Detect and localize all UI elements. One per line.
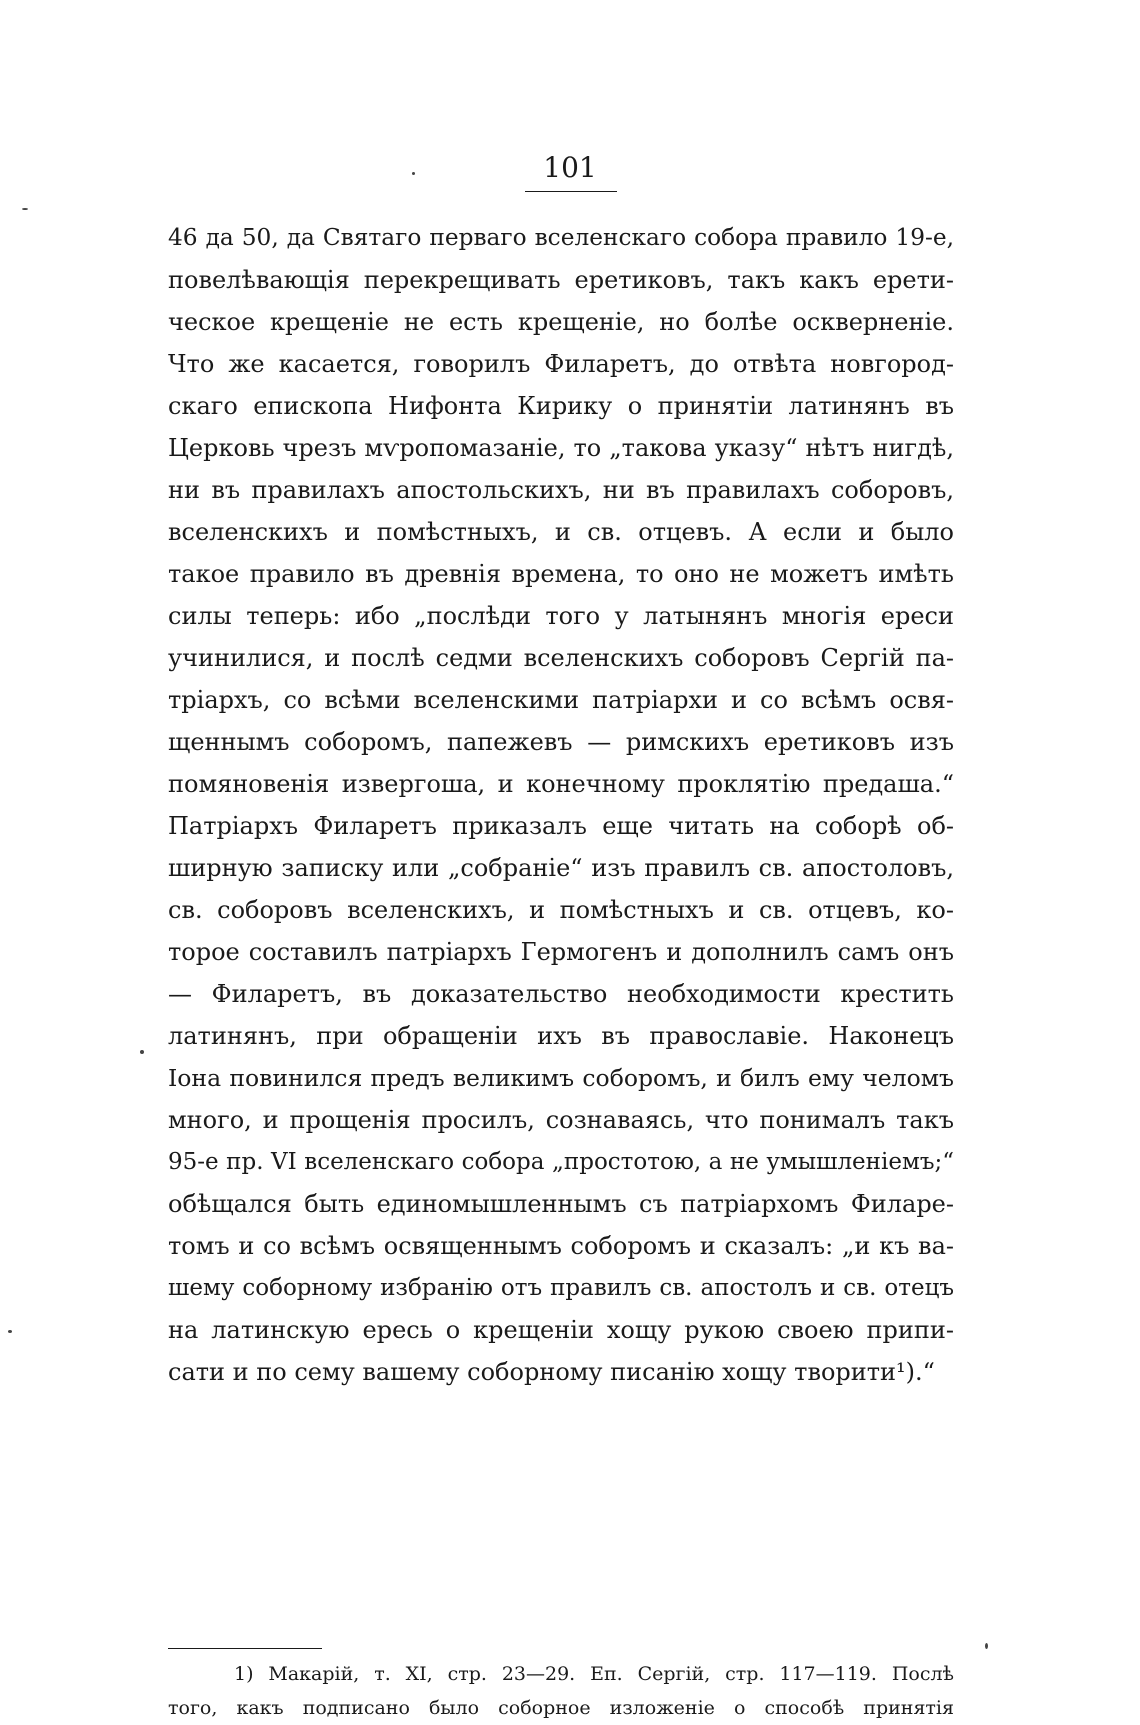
text-line: ческое крещеніе не есть крещеніе, но болѣе оскверненіе. xyxy=(168,308,954,336)
text-line: — Филаретъ, въ доказательство необходимости крестить xyxy=(168,980,954,1008)
text-line: обѣщался быть единомышленнымъ съ патріархомъ Филаре- xyxy=(168,1190,954,1218)
scan-speck xyxy=(8,1330,12,1333)
text-line: 46 да 50, да Святаго перваго вселенскаго собора правило 19-е, xyxy=(168,224,954,251)
text-line: силы теперь: ибо „послѣди того у латынянъ многія ереси xyxy=(168,602,954,630)
text-line: много, и прощенія просилъ, сознаваясь, что понималъ такъ xyxy=(168,1106,954,1134)
footnote-line: того, какъ подписано было соборное изложеніе о способѣ принятія xyxy=(168,1697,954,1719)
text-line: Что же касается, говорилъ Филаретъ, до отвѣта новгород- xyxy=(168,350,954,378)
text-line: латинянъ, при обращеніи ихъ въ православіе. Наконецъ xyxy=(168,1022,954,1050)
scan-speck xyxy=(985,1643,988,1649)
footnotes xyxy=(168,1657,954,1725)
text-line: Церковь чрезъ мѵропомазаніе, то „такова указу“ нѣтъ нигдѣ, xyxy=(168,434,954,462)
body-text xyxy=(168,217,954,1393)
text-line: щеннымъ соборомъ, папежевъ — римскихъ еретиковъ изъ xyxy=(168,728,954,756)
text-line: такое правило въ древнія времена, то оно не можетъ имѣть xyxy=(168,560,954,588)
text-line: св. соборовъ вселенскихъ, и помѣстныхъ и св. отцевъ, ко- xyxy=(168,896,954,924)
text-line: 95-е пр. VI вселенскаго собора „простотою, а не умышленіемъ;“ xyxy=(168,1149,954,1175)
text-line: вселенскихъ и помѣстныхъ, и св. отцевъ. А если и было xyxy=(168,518,954,546)
text-line: торое составилъ патріархъ Гермогенъ и дополнилъ самъ онъ xyxy=(168,938,954,966)
scan-speck xyxy=(412,172,415,175)
text-line: Іона повинился предъ великимъ соборомъ, и билъ ему челомъ xyxy=(168,1064,954,1092)
text-line: томъ и со всѣмъ освященнымъ соборомъ и сказалъ: „и къ ва- xyxy=(168,1232,954,1260)
scan-speck xyxy=(140,1050,144,1054)
footnote-rule xyxy=(168,1648,322,1649)
text-line: помяновенія извергоша, и конечному проклятію предаша.“ xyxy=(168,770,954,798)
text-line: ширную записку или „собраніе“ изъ правилъ св. апостоловъ, xyxy=(168,854,954,882)
text-line: на латинскую ересь о крещеніи хощу рукою своею припи- xyxy=(168,1316,954,1344)
text-line: сати и по сему вашему соборному писанію хощу творити¹).“ xyxy=(168,1358,935,1386)
text-line: ни въ правилахъ апостольскихъ, ни въ правилахъ соборовъ, xyxy=(168,476,954,504)
scan-speck xyxy=(22,208,28,210)
text-line: повелѣвающія перекрещивать еретиковъ, такъ какъ ерети- xyxy=(168,266,954,294)
text-line: учинилися, и послѣ седми вселенскихъ соборовъ Сергій па- xyxy=(168,644,954,672)
text-line: Патріархъ Филаретъ приказалъ еще читать на соборѣ об- xyxy=(168,812,954,840)
text-line: тріархъ, со всѣми вселенскими патріархи и со всѣмъ освя- xyxy=(168,686,954,714)
text-line: шему соборному избранію отъ правилъ св. апостолъ и св. отецъ xyxy=(168,1275,954,1301)
footnote-line: 1) Макарій, т. XI, стр. 23—29. Еп. Сергій, стр. 117—119. Послѣ xyxy=(234,1663,954,1685)
text-line: скаго епископа Нифонта Кирику о принятіи латинянъ въ xyxy=(168,392,954,420)
page-number-rule xyxy=(525,191,617,192)
page-number: 101 xyxy=(543,151,597,184)
